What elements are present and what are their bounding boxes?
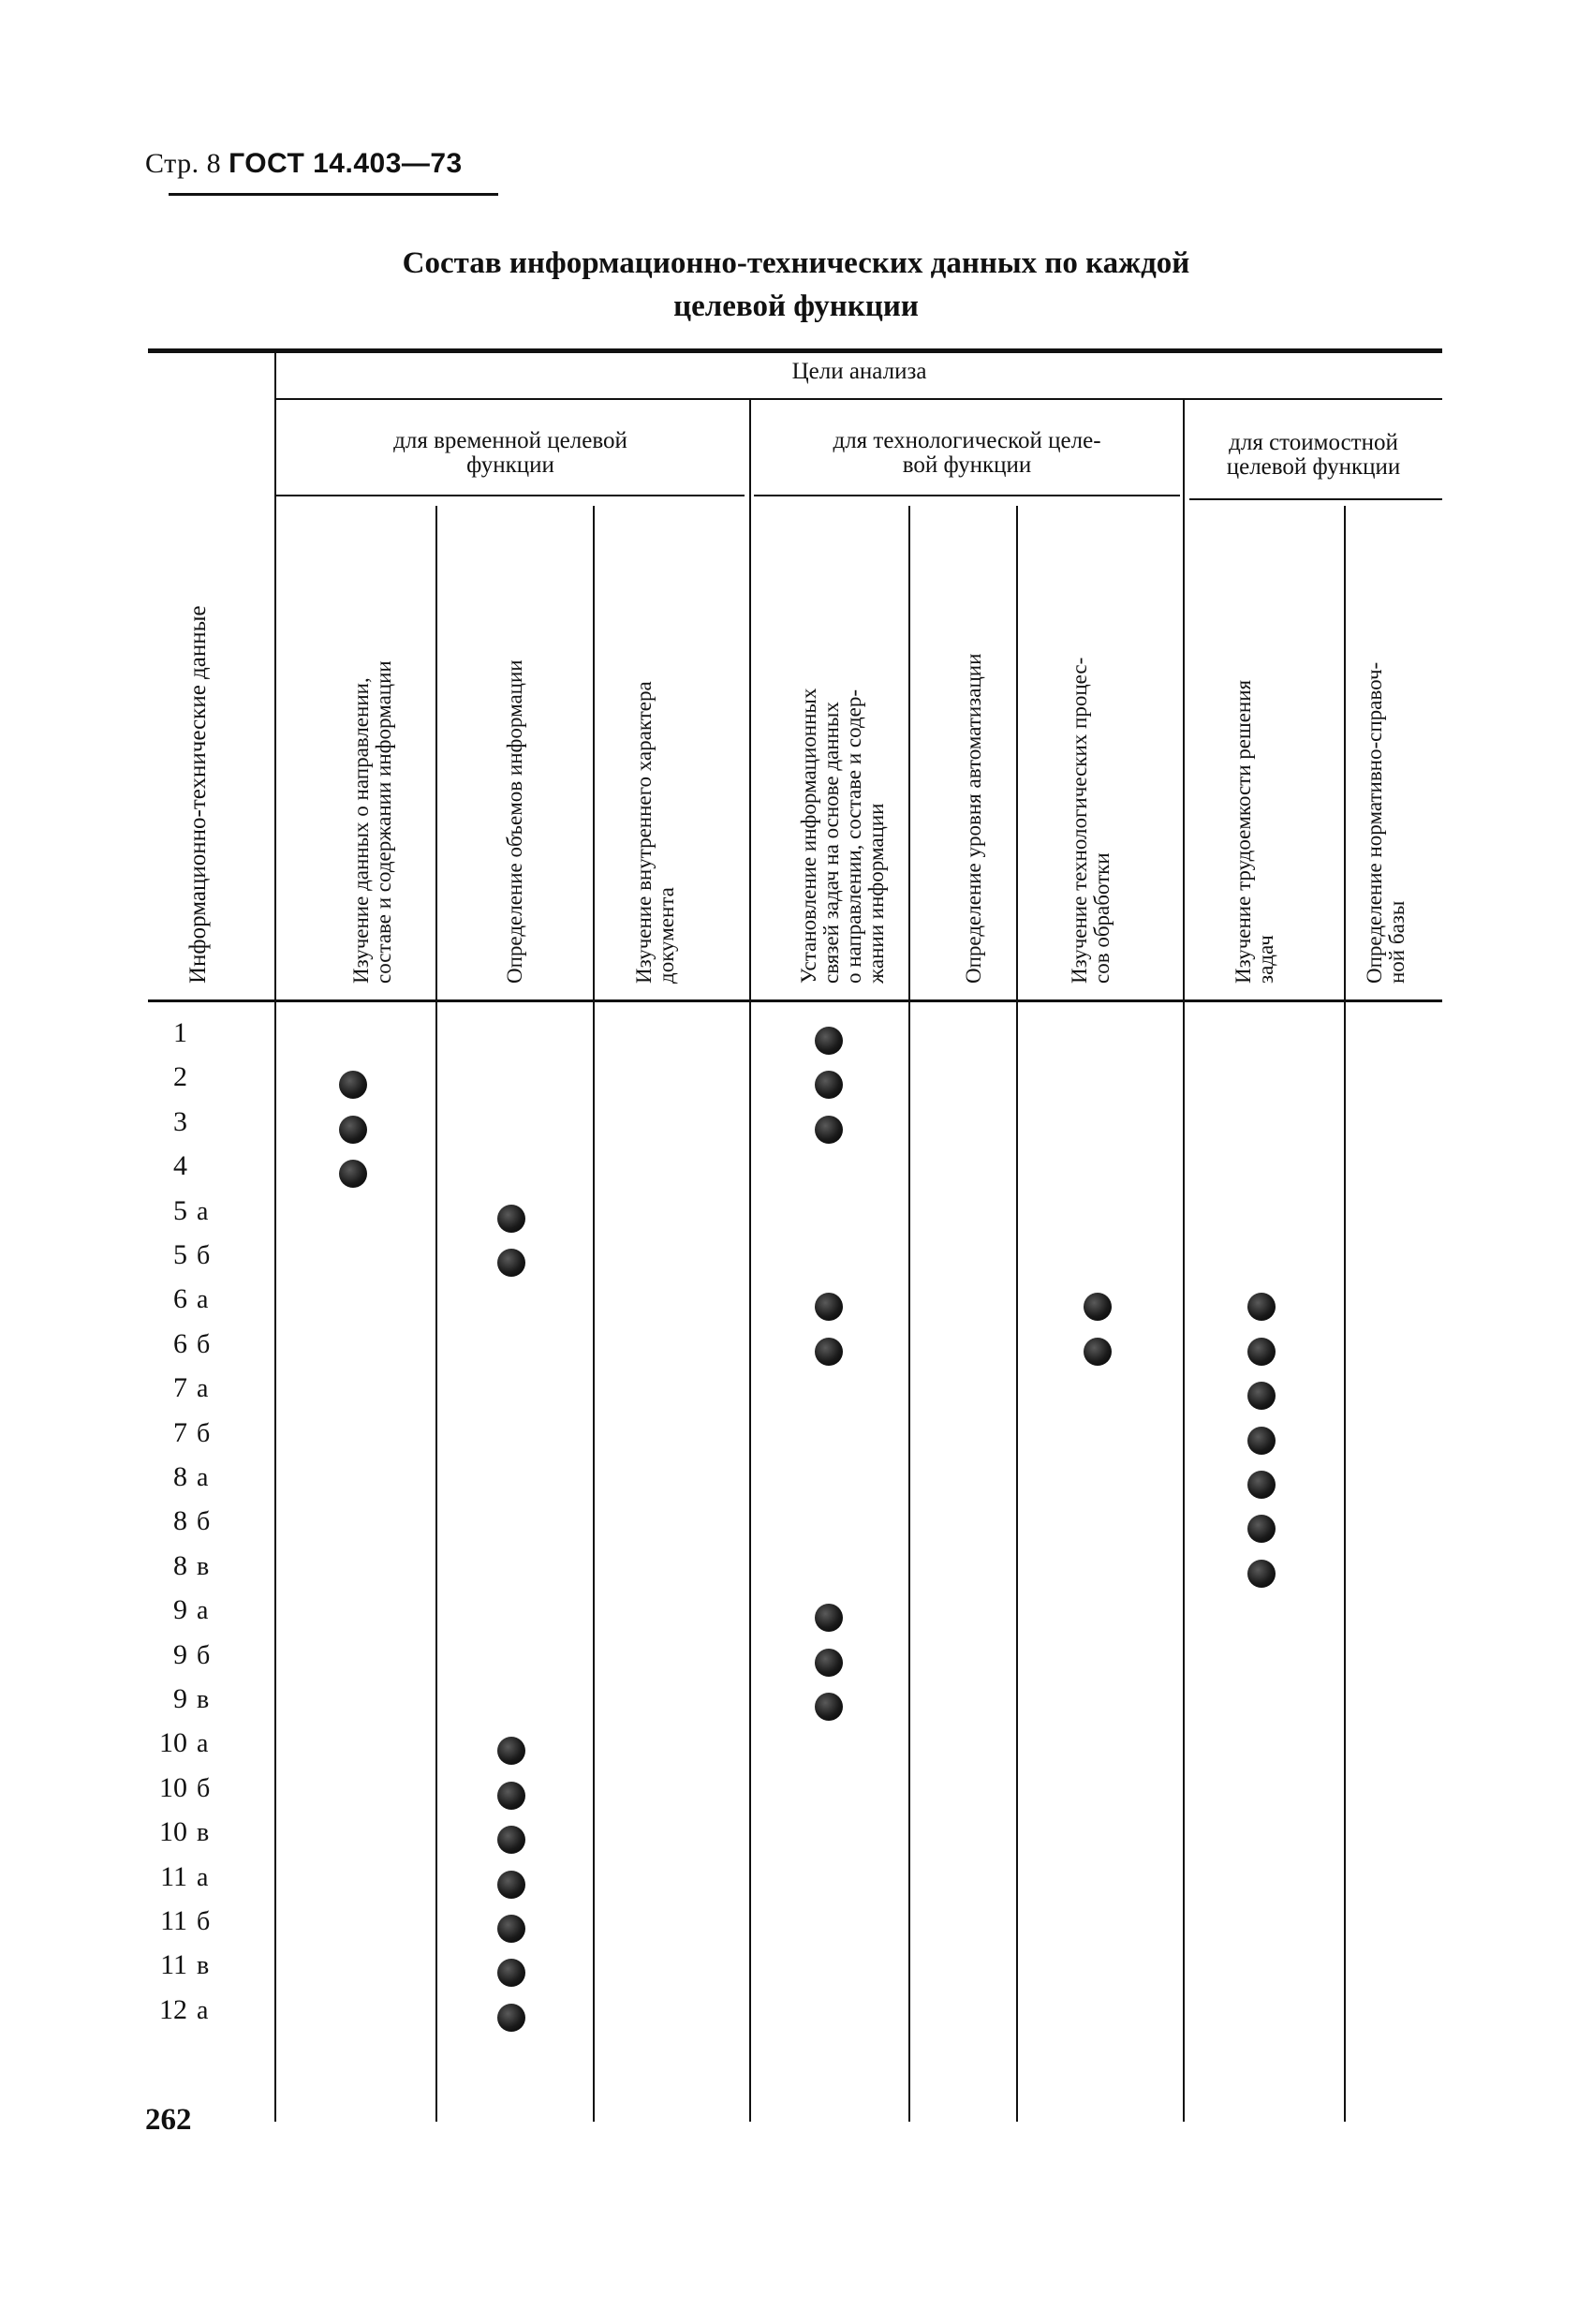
row-label [140,1239,217,1271]
table-vertical-line [1016,506,1018,2122]
group-header [1185,431,1442,480]
row-letter: б [197,1329,211,1359]
row-number: 9 [173,1683,187,1714]
row-label [140,1150,217,1182]
row-label [140,1861,217,1893]
row-number: 8 [173,1461,187,1492]
column-header-text [963,654,985,984]
column-header-line: связей задач на основе данных [819,702,843,984]
page-number: 262 [145,2103,192,2137]
mark-dot [1084,1293,1112,1321]
table-title-line-1: Состав информационно-технических данных по каждой [402,246,1190,280]
row-label [140,1683,217,1715]
table-vertical-line [1183,400,1185,2122]
column-header-line: Изучение технологических процес- [1068,657,1091,984]
row-number: 5 [173,1194,187,1226]
row-label [140,1816,217,1848]
row-label [140,1417,217,1449]
mark-dot [1247,1471,1276,1499]
row-label [140,1772,217,1804]
row-letter: а [197,1862,209,1892]
row-letter: а [197,1196,209,1226]
row-letter: в [197,1951,210,1981]
group-header-line: целевой функции [1226,454,1401,480]
table-vertical-line [1344,506,1346,2122]
row-label [140,1550,217,1582]
row-letter: а [197,1596,209,1626]
row-label [140,1461,217,1493]
row-number: 6 [173,1327,187,1359]
mark-dot [815,1338,843,1366]
column-header-line: составе и содержании информации [372,660,395,984]
page-prefix: Стр. 8 [145,148,222,179]
row-number: 11 [160,1949,187,1981]
column-header-text [350,660,395,984]
column-header [504,506,526,984]
row-number: 10 [159,1816,187,1848]
row-letter: б [197,1241,211,1270]
column-header [963,506,985,984]
column-header-line: сов обработки [1090,852,1114,984]
column-header-line: Определение объемов информации [503,659,526,984]
row-label [140,1195,217,1227]
column-header [633,506,678,984]
row-label [140,1994,217,2026]
row-label [140,1283,217,1315]
table-title-line-2: целевой функции [673,289,919,323]
row-label [140,1727,217,1759]
column-header-text [1069,658,1114,984]
mark-dot [815,1604,843,1632]
column-header-text [1364,662,1409,984]
row-number: 11 [160,1905,187,1936]
row-label [140,1639,217,1671]
column-header-text [798,688,888,984]
column-header [1232,506,1277,984]
column-header-line: Определение уровня автоматизации [962,653,985,984]
table-vertical-line [908,506,910,2122]
mark-dot [497,1959,525,1987]
mark-dot [815,1116,843,1144]
row-letter: б [197,1418,211,1448]
row-label [140,1328,217,1360]
mark-dot [815,1071,843,1099]
mark-dot [497,1205,525,1233]
mark-dot [497,1826,525,1854]
column-header [1069,506,1114,984]
row-letter: а [197,1463,209,1492]
row-label [140,1905,217,1937]
mark-dot [339,1116,367,1144]
row-number: 9 [173,1594,187,1626]
row-label [140,1061,217,1093]
column-header [798,506,888,984]
goals-header-rule [276,398,1442,400]
column-header-line: Изучение внутреннего характера [632,681,656,984]
goals-header: Цели анализа [791,359,927,384]
group-header-line: для технологической целе- [833,428,1101,453]
group-header-line: функции [466,452,554,478]
mark-dot [1084,1338,1112,1366]
row-number: 1 [173,1017,187,1048]
mark-dot [339,1071,367,1099]
row-label [140,1106,217,1138]
mark-dot [1247,1515,1276,1543]
mark-dot [1247,1560,1276,1588]
row-letter: в [197,1551,210,1581]
row-header [187,506,225,984]
group-header [754,429,1180,478]
row-letter: в [197,1818,210,1848]
header-bottom-rule [148,999,1442,1002]
row-label [140,1949,217,1981]
mark-dot [497,1782,525,1810]
group-header-line: вой функции [902,452,1032,478]
row-number: 10 [159,1771,187,1803]
mark-dot [1247,1427,1276,1455]
row-number: 7 [173,1416,187,1448]
group-rule-1 [276,495,745,496]
column-header-line: Определение нормативно-справоч- [1363,661,1386,984]
column-header-line: документа [655,887,678,984]
group-rule-3 [1189,498,1442,500]
group-header-line: для стоимостной [1229,430,1398,455]
group-rule-2 [754,495,1180,496]
group-header-line: для временной целевой [393,428,627,453]
row-number: 7 [173,1372,187,1404]
page-header [145,148,463,180]
row-number: 9 [173,1638,187,1670]
mark-dot [1247,1293,1276,1321]
mark-dot [497,2004,525,2032]
mark-dot [497,1249,525,1277]
column-header-line: задач [1254,935,1277,984]
row-number: 3 [173,1105,187,1137]
mark-dot [1247,1338,1276,1366]
column-header-line: ной базы [1385,900,1409,984]
mark-dot [339,1160,367,1188]
row-label [140,1372,217,1404]
row-letter: а [197,1995,209,2025]
mark-dot [497,1871,525,1899]
column-header-line: Установление информационных [797,688,820,984]
row-number: 10 [159,1727,187,1759]
row-letter: а [197,1374,209,1404]
mark-dot [497,1737,525,1765]
row-number: 4 [173,1150,187,1182]
table-vertical-line [435,506,437,2122]
table-top-rule [148,348,1442,353]
standard-number: ГОСТ 14.403—73 [229,148,463,179]
row-letter: б [197,1507,211,1537]
row-number: 12 [159,1993,187,2025]
mark-dot [815,1027,843,1055]
row-letter: б [197,1907,211,1936]
table-vertical-line [593,506,595,2122]
column-header-line: Изучение трудоемкости решения [1232,679,1255,984]
column-header-text [633,681,678,984]
column-header-text [1232,680,1277,984]
mark-dot [1247,1382,1276,1410]
row-label [140,1594,217,1626]
row-letter: а [197,1729,209,1759]
column-header-line: жании информации [864,803,888,984]
column-header-line: о направлении, составе и содер- [842,688,865,984]
group-header [276,429,745,478]
table-vertical-line [274,353,276,2122]
column-header [350,506,395,984]
row-number: 2 [173,1061,187,1093]
mark-dot [815,1649,843,1677]
row-letter: б [197,1773,211,1803]
row-number: 8 [173,1505,187,1537]
row-letter: в [197,1685,210,1714]
mark-dot [815,1693,843,1721]
mark-dot [497,1915,525,1943]
row-label [140,1505,217,1537]
row-header-text: Информационно-технические данные [185,605,211,984]
mark-dot [815,1293,843,1321]
table-vertical-line [749,400,751,2122]
row-number: 5 [173,1239,187,1270]
column-header [1364,506,1409,984]
column-header-line: Изучение данных о направлении, [349,677,373,984]
header-underline [169,193,498,196]
row-label [140,1017,217,1049]
column-header-text [504,659,526,984]
row-letter: б [197,1640,211,1670]
row-number: 8 [173,1549,187,1581]
row-number: 11 [160,1860,187,1892]
row-letter: а [197,1285,209,1315]
row-number: 6 [173,1283,187,1315]
